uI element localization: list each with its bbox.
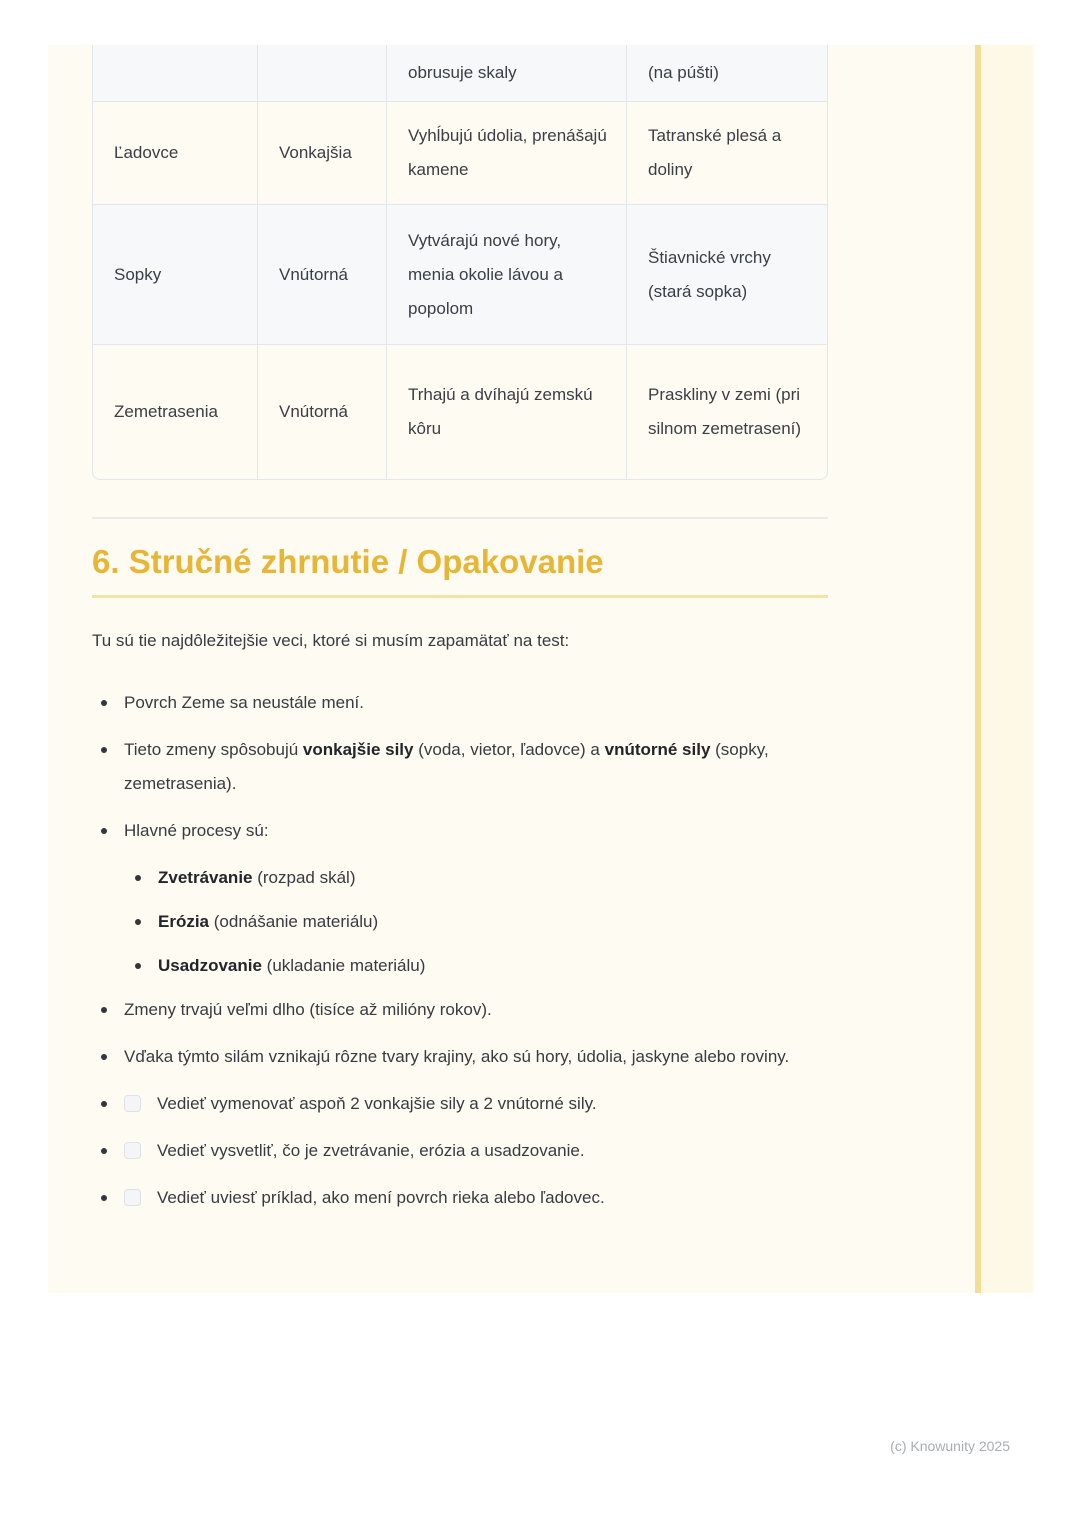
text: (voda, vietor, ľadovce) a <box>413 740 605 759</box>
checklist-item <box>92 1134 828 1168</box>
text: Vedieť vysvetliť, čo je zvetrávanie, erózia a usadzovanie. <box>157 1141 585 1160</box>
document-page <box>48 45 975 1293</box>
bullet-dot-icon <box>101 700 107 706</box>
table-cell: obrusuje skaly <box>387 45 627 102</box>
list-item <box>92 733 828 801</box>
text: Vedieť uviesť príklad, ako mení povrch rieka alebo ľadovec. <box>157 1188 605 1207</box>
bullet-dot-icon <box>101 1007 107 1013</box>
list-item <box>126 861 828 895</box>
section-heading: 6. Stručné zhrnutie / Opakovanie <box>92 541 828 598</box>
table-cell: Vyhĺbujú údolia, prenášajú kamene <box>387 102 627 205</box>
bullet-dot-icon <box>101 1054 107 1060</box>
table-cell: Vnútorná <box>258 345 387 480</box>
checkbox-unchecked[interactable] <box>124 1095 141 1112</box>
table-cell: Vnútorná <box>258 205 387 345</box>
table-cell: Praskliny v zemi (pri silnom zemetrasení) <box>627 345 828 480</box>
text: Povrch Zeme sa neustále mení. <box>124 693 365 712</box>
text: Hlavné procesy sú: <box>124 821 269 840</box>
bullet-dot-icon <box>101 1101 107 1107</box>
summary-list <box>92 686 828 1215</box>
bold-text: Erózia <box>158 912 210 931</box>
section-intro: Tu sú tie najdôležitejšie veci, ktoré si musím zapamätať na test: <box>92 631 570 650</box>
page-side-panel <box>981 45 1033 1293</box>
bullet-dot-icon <box>101 1148 107 1154</box>
checkbox-unchecked[interactable] <box>124 1142 141 1159</box>
bullet-dot-icon <box>101 1195 107 1201</box>
section-divider <box>92 517 828 519</box>
bold-text: Usadzovanie <box>158 956 262 975</box>
document-content <box>92 45 828 1228</box>
bullet-dot-icon <box>135 963 141 969</box>
text: Tieto zmeny spôsobujú <box>124 740 303 759</box>
checklist-item <box>92 1087 828 1121</box>
table-row <box>92 45 828 102</box>
table-cell: Ľadovce <box>92 102 258 205</box>
bold-text: vnútorné sily <box>604 740 711 759</box>
text: Vedieť vymenovať aspoň 2 vonkajšie sily a 2 vnútorné sily. <box>157 1094 597 1113</box>
text: Vďaka týmto silám vznikajú rôzne tvary krajiny, ako sú hory, údolia, jaskyne alebo roviny. <box>124 1047 790 1066</box>
table-cell: Tatranské plesá a doliny <box>627 102 828 205</box>
list-item <box>126 949 828 983</box>
table-row <box>92 345 828 480</box>
text: (rozpad skál) <box>252 868 356 887</box>
table-cell: Sopky <box>92 205 258 345</box>
table-cell: Vonkajšia <box>258 102 387 205</box>
text: Zmeny trvajú veľmi dlho (tisíce až milióny rokov). <box>124 1000 492 1019</box>
list-item <box>92 814 828 848</box>
table-cell: Vytvárajú nové hory, menia okolie lávou a popolom <box>387 205 627 345</box>
table-cell <box>92 45 258 102</box>
bold-text: vonkajšie sily <box>302 740 414 759</box>
table-cell: Štiavnické vrchy (stará sopka) <box>627 205 828 345</box>
text: (odnášanie materiálu) <box>209 912 379 931</box>
table-cell: (na púšti) <box>627 45 828 102</box>
bullet-dot-icon <box>101 747 107 753</box>
checkbox-unchecked[interactable] <box>124 1189 141 1206</box>
list-item <box>92 1040 828 1074</box>
text: (ukladanie materiálu) <box>261 956 426 975</box>
bullet-dot-icon <box>101 828 107 834</box>
table-cell <box>258 45 387 102</box>
forces-table <box>92 45 828 480</box>
table-row <box>92 102 828 205</box>
checklist-item <box>92 1181 828 1215</box>
bullet-dot-icon <box>135 875 141 881</box>
list-item <box>92 993 828 1027</box>
table-row <box>92 205 828 345</box>
bold-text: Zvetrávanie <box>158 868 253 887</box>
table-cell: Trhajú a dvíhajú zemskú kôru <box>387 345 627 480</box>
copyright-text: (c) Knowunity 2025 <box>890 1438 1010 1454</box>
text: (sopky, zemetrasenia). <box>124 740 769 793</box>
bullet-dot-icon <box>135 919 141 925</box>
list-item <box>92 686 828 720</box>
table-cell: Zemetrasenia <box>92 345 258 480</box>
list-item <box>126 905 828 939</box>
